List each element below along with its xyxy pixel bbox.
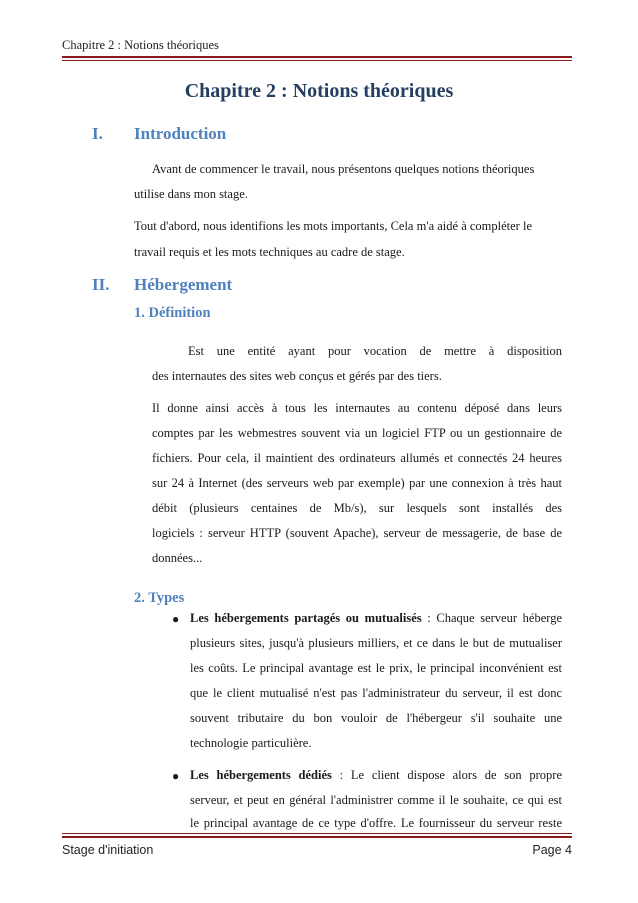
paragraph-line: Tout d'abord, nous identifions les mots importants, Cela m'a aidé à compléter le (134, 219, 532, 233)
paragraph-line: Il donne ainsi accès à tous les internautes au contenu déposé dans leurs (152, 401, 562, 415)
paragraph-line: plusieurs sites, jusqu'à plusieurs milliers, et ce dans le but de mutualiser (190, 636, 562, 650)
header-rule (62, 56, 572, 58)
paragraph-line: données... (152, 551, 203, 565)
paragraph-line: le principal avantage de ce type d'offre. Le fournisseur du serveur reste (190, 816, 562, 830)
paragraph-line: souvent tributaire du bon vouloir de l'hébergeur s'il souhaite une (190, 711, 562, 725)
page-number: Page 4 (532, 843, 572, 857)
section-number: I. (92, 124, 103, 143)
section-title: Hébergement (134, 275, 233, 294)
paragraph-line: débit (plusieurs centaines de Mb/s), sur lesquels sont installés des (152, 501, 562, 515)
paragraph-line: Avant de commencer le travail, nous présentons quelques notions théoriques (152, 162, 535, 176)
bullet-text: : Chaque serveur héberge (421, 611, 562, 625)
paragraph-line: fichiers. Pour cela, il maintient des ordinateurs allumés et connectés 24 heures (152, 451, 562, 465)
footer-rule (62, 836, 572, 838)
bullet-dot-icon: ● (172, 769, 180, 783)
bullet-dot-icon: ● (172, 612, 180, 626)
paragraph-line: les coûts. Le principal avantage est le prix, le principal inconvénient est (190, 661, 562, 675)
paragraph-line: sur 24 à Internet (des serveurs web par exemple) par une connexion à très haut (152, 476, 562, 490)
subsection-title: 2. Types (134, 590, 185, 606)
paragraph-line: des internautes des sites web conçus et gérés par des tiers. (152, 369, 442, 383)
paragraph-line: Est une entité ayant pour vocation de mettre à disposition (188, 344, 562, 358)
bullet-term: Les hébergements dédiés (190, 768, 332, 782)
paragraph-line: que le client mutualisé n'est pas l'administrateur du serveur, il est donc (190, 686, 562, 700)
section-title: Introduction (134, 124, 227, 143)
paragraph-line: travail requis et les mots techniques au cadre de stage. (134, 245, 405, 259)
bullet-text: : Le client dispose alors de son propre (331, 768, 562, 782)
header-rule-thin (62, 60, 572, 61)
running-header: Chapitre 2 : Notions théoriques (62, 38, 219, 52)
paragraph-line: comptes par les webmestres souvent via un logiciel FTP ou un gestionnaire de (152, 426, 562, 440)
bullet-first-line (190, 763, 562, 789)
paragraph-line: logiciels : serveur HTTP (souvent Apache), serveur de messagerie, de base de (152, 526, 562, 540)
footer-rule-thin (62, 833, 572, 834)
subsection-title: 1. Définition (134, 305, 211, 321)
paragraph-line: serveur, et peut en général l'administrer comme il le souhaite, ce qui est (190, 793, 562, 807)
chapter-title: Chapitre 2 : Notions théoriques (184, 80, 454, 102)
bullet-term: Les hébergements partagés ou mutualisés (190, 611, 422, 625)
paragraph-line: technologie particulière. (190, 736, 312, 750)
footer-left: Stage d'initiation (62, 843, 154, 857)
bullet-first-line (190, 606, 562, 632)
section-number: II. (92, 275, 110, 294)
paragraph-line: utilise dans mon stage. (134, 187, 248, 201)
